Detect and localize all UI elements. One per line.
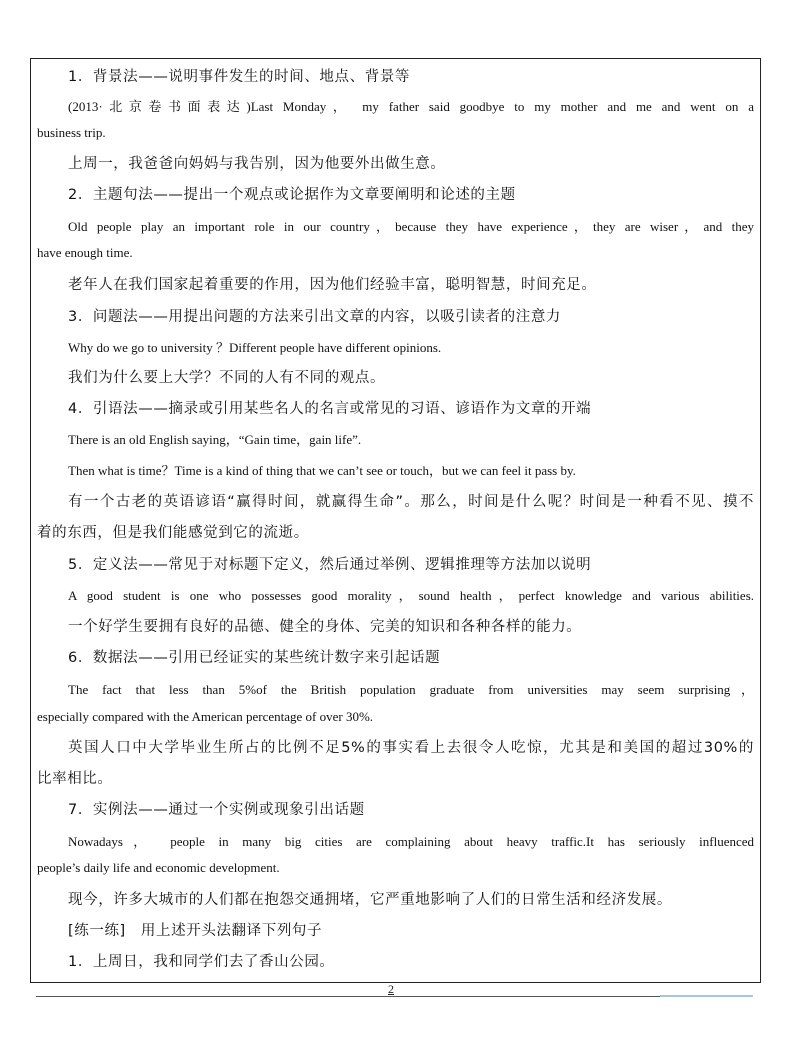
text-line: 5．定义法——常见于对标题下定义，然后通过举例、逻辑推理等方法加以说明 xyxy=(68,557,592,573)
text-line: A good student is one who possesses good morality，sound health，perfect knowledge and various abilities. xyxy=(68,588,754,603)
text-line: 有一个古老的英语谚语“赢得时间，就赢得生命”。那么，时间是什么呢？时间是一种看不见、摸不 xyxy=(68,494,754,510)
text-line: people’s daily life and economic development. xyxy=(37,860,280,875)
text-line: There is an old English saying，“Gain time，gain life”. xyxy=(68,432,362,447)
text-line: especially compared with the American percentage of over 30%. xyxy=(37,709,374,724)
text-line: 着的东西，但是我们能感觉到它的流逝。 xyxy=(37,525,309,541)
page-number: 2 xyxy=(388,982,394,996)
footer-accent xyxy=(660,995,753,997)
footer-divider xyxy=(36,996,753,997)
text-line: Nowadays， people in many big cities are complaining about heavy traffic.It has seriously influenced xyxy=(68,834,754,849)
text-line: Then what is time？Time is a kind of thing that we can’t see or touch，but we can feel it pass by. xyxy=(68,463,576,478)
text-line: 1．背景法——说明事件发生的时间、地点、背景等 xyxy=(68,69,411,85)
text-line: (2013·北京卷书面表达)Last Monday， my father said goodbye to my mother and me and went on a xyxy=(68,99,754,114)
text-line: 我们为什么要上大学？不同的人有不同的观点。 xyxy=(68,370,386,386)
text-line: 现今，许多大城市的人们都在抱怨交通拥堵，它严重地影响了人们的日常生活和经济发展。 xyxy=(68,892,672,908)
text-line: The fact that less than 5%of the British population graduate from universities may seem surprising， xyxy=(68,682,754,697)
text-line: 比率相比。 xyxy=(37,771,113,787)
text-line: 老年人在我们国家起着重要的作用，因为他们经验丰富，聪明智慧，时间充足。 xyxy=(68,277,597,293)
text-line: 6．数据法——引用已经证实的某些统计数字来引起话题 xyxy=(68,650,441,666)
content-frame xyxy=(30,58,761,983)
text-line: 2．主题句法——提出一个观点或论据作为文章要阐明和论述的主题 xyxy=(68,187,516,203)
text-line: 英国人口中大学毕业生所占的比例不足5%的事实看上去很令人吃惊，尤其是和美国的超过30%的 xyxy=(68,740,754,756)
text-line: Old people play an important role in our country，because they have experience，they are wiser，and they xyxy=(68,219,754,234)
text-line: [练一练] 用上述开头法翻译下列句子 xyxy=(68,923,323,939)
text-line: have enough time. xyxy=(37,245,133,260)
text-line: 4．引语法——摘录或引用某些名人的名言或常见的习语、谚语作为文章的开端 xyxy=(68,401,592,417)
text-line: Why do we go to university ？Different people have different opinions. xyxy=(68,340,442,355)
text-line: 1．上周日，我和同学们去了香山公园。 xyxy=(68,954,335,970)
text-line: 一个好学生要拥有良好的品德、健全的身体、完美的知识和各种各样的能力。 xyxy=(68,619,582,635)
text-line: business trip. xyxy=(37,125,106,140)
text-line: 7．实例法——通过一个实例或现象引出话题 xyxy=(68,802,365,818)
text-line: 上周一，我爸爸向妈妈与我告别，因为他要外出做生意。 xyxy=(68,156,446,172)
text-line: 3．问题法——用提出问题的方法来引出文章的内容，以吸引读者的注意力 xyxy=(68,309,562,325)
